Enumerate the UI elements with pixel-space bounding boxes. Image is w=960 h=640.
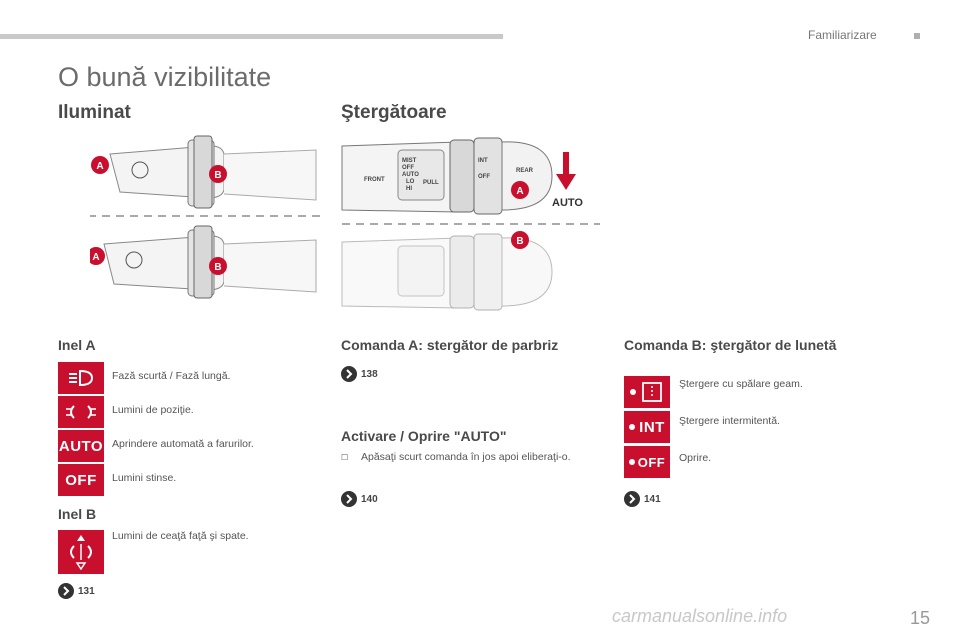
- cmd-b-item-2: Ştergere intermitentă.: [679, 415, 780, 427]
- cmd-b-heading: Comanda B: ştergător de lunetă: [624, 337, 837, 353]
- rear-wiper-off-icon: OFF: [624, 446, 670, 478]
- stalk-label-off-rear: OFF: [478, 174, 490, 180]
- page-ref-arrow-icon: [341, 491, 357, 507]
- stalk-label-hi: HI: [406, 186, 412, 192]
- page-ref-arrow-icon: [341, 366, 357, 382]
- ring-a-item-4: Lumini stinse.: [112, 472, 177, 484]
- cmd-b-item-3: Oprire.: [679, 452, 712, 464]
- ring-b-item-1: Lumini de ceaţă faţă şi spate.: [112, 530, 249, 542]
- page-ref-arrow-icon: [58, 583, 74, 599]
- stalk-label-rear: REAR: [516, 168, 534, 174]
- lighting-stalk-diagram: [90, 132, 320, 310]
- sidelight-icon: [58, 396, 104, 428]
- page-ref-140[interactable]: 140: [341, 491, 378, 507]
- stalk-label-int: INT: [478, 158, 488, 164]
- headlight-icon: [58, 362, 104, 394]
- watermark: carmanualsonline.info: [612, 606, 788, 626]
- auto-arrow-label: AUTO: [552, 197, 583, 209]
- stalk-label-auto: AUTO: [402, 172, 419, 178]
- auto-heading: Activare / Oprire "AUTO": [341, 428, 507, 444]
- stalk-label-mist: MIST: [402, 158, 417, 164]
- fog-light-icon: [58, 530, 104, 574]
- stalk-label-off: OFF: [402, 165, 414, 171]
- intermittent-icon: INT: [624, 411, 670, 443]
- lights-off-icon: OFF: [58, 464, 104, 496]
- page-title: O bună vizibilitate: [58, 62, 272, 92]
- wipers-heading: Ştergătoare: [341, 102, 447, 123]
- diagram-label-a: A: [96, 161, 104, 172]
- cmd-a-heading: Comanda A: stergător de parbriz: [341, 337, 559, 353]
- rear-washer-icon: [624, 376, 670, 408]
- ring-a-item-2: Lumini de poziţie.: [112, 404, 194, 416]
- page-ref-131[interactable]: 131: [58, 583, 95, 599]
- diagram-label-a-2: A: [92, 252, 100, 263]
- lighting-heading: Iluminat: [58, 102, 131, 123]
- checkbox-bullet-icon: ☐: [341, 453, 349, 462]
- page-number: 15: [909, 608, 930, 628]
- diagram-label-b-2: B: [214, 262, 222, 273]
- stalk-label-pull: PULL: [423, 180, 439, 186]
- stalk-label-lo: LO: [406, 179, 415, 185]
- auto-lights-icon: AUTO: [58, 430, 104, 462]
- stalk-label-front: FRONT: [364, 177, 385, 183]
- page-ref-141[interactable]: 141: [624, 491, 661, 507]
- ring-a-heading: Inel A: [58, 337, 96, 353]
- header-rule: [0, 34, 503, 39]
- ring-a-item-3: Aprindere automată a farurilor.: [112, 438, 254, 450]
- cmd-b-item-1: Ştergere cu spălare geam.: [679, 378, 803, 390]
- page-ref-138[interactable]: 138: [341, 366, 378, 382]
- wiper-label-b: B: [516, 236, 524, 247]
- ring-b-heading: Inel B: [58, 506, 97, 522]
- page-ref-arrow-icon: [624, 491, 640, 507]
- section-marker: [914, 33, 920, 39]
- section-name: Familiarizare: [808, 28, 877, 42]
- ring-a-item-1: Fază scurtă / Fază lungă.: [112, 370, 231, 382]
- diagram-label-b: B: [214, 170, 222, 181]
- wiper-label-a: A: [516, 186, 524, 197]
- auto-instruction: ☐ Apăsaţi scurt comanda în jos apoi eliberaţi-o.: [341, 451, 571, 463]
- wiper-stalk-diagram: [338, 132, 603, 312]
